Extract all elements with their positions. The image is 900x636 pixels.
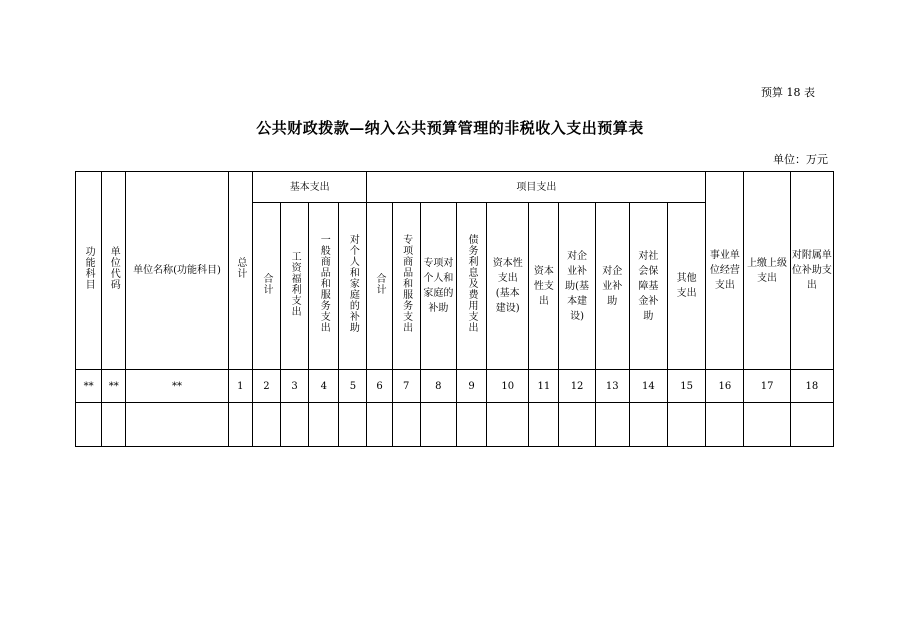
empty-cell [706,403,744,447]
number-cell: 1 [228,370,252,403]
empty-cell [309,403,339,447]
empty-cell [790,403,833,447]
empty-cell [668,403,706,447]
header-subsidy-affiliated: 对附属单位补助支出 [790,172,833,370]
empty-cell [529,403,559,447]
empty-cell [76,403,102,447]
number-cell: 12 [559,370,595,403]
header-project-social-security: 对社会保障基金补助 [629,203,667,370]
number-cell: 3 [281,370,309,403]
number-cell: 17 [744,370,790,403]
number-cell: 4 [309,370,339,403]
unit-label: 单位：万元 [773,153,828,166]
number-cell: 10 [487,370,529,403]
number-cell: ** [126,370,229,403]
number-cell: ** [102,370,126,403]
header-project-capital-construction: 资本性支出(基本建设) [487,203,529,370]
number-cell: 6 [367,370,392,403]
empty-cell [392,403,420,447]
number-cell: 11 [529,370,559,403]
empty-cell [367,403,392,447]
empty-cell [228,403,252,447]
header-project-other: 其他支出 [668,203,706,370]
number-cell: ** [76,370,102,403]
empty-cell [456,403,486,447]
empty-cell [420,403,456,447]
empty-cell [252,403,280,447]
header-basic-total: 合计 [252,203,280,370]
empty-cell [126,403,229,447]
empty-cell [629,403,667,447]
number-cell: 18 [790,370,833,403]
header-basic-individuals: 对个人和家庭的补助 [339,203,367,370]
header-basic-salary: 工资福利支出 [281,203,309,370]
number-cell: 7 [392,370,420,403]
header-project-group: 项目支出 [367,172,706,203]
header-business-ops: 事业单位经营支出 [706,172,744,370]
number-cell: 15 [668,370,706,403]
form-number: 预算 18 表 [761,86,815,99]
number-cell: 8 [420,370,456,403]
header-func-subject: 功能科目 [76,172,102,370]
header-project-individuals: 专项对个人和家庭的补助 [420,203,456,370]
empty-cell [744,403,790,447]
column-number-row [76,370,834,403]
header-unit-name: 单位名称(功能科目) [126,172,229,370]
header-project-total: 合计 [367,203,392,370]
header-project-debt: 债务利息及费用支出 [456,203,486,370]
number-cell: 9 [456,370,486,403]
empty-cell [281,403,309,447]
empty-cell [559,403,595,447]
number-cell: 2 [252,370,280,403]
header-unit-code: 单位代码 [102,172,126,370]
empty-data-row [76,403,834,447]
number-cell: 14 [629,370,667,403]
empty-cell [339,403,367,447]
budget-table [75,171,834,447]
number-cell: 16 [706,370,744,403]
header-project-enterprise-construction: 对企业补助(基本建设) [559,203,595,370]
empty-cell [595,403,629,447]
empty-cell [102,403,126,447]
header-project-goods: 专项商品和服务支出 [392,203,420,370]
header-basic-group: 基本支出 [252,172,367,203]
header-total: 总计 [228,172,252,370]
number-cell: 13 [595,370,629,403]
header-remit-upper: 上缴上级支出 [744,172,790,370]
header-project-enterprise: 对企业补助 [595,203,629,370]
page-title: 公共财政拨款—纳入公共预算管理的非税收入支出预算表 [256,119,644,137]
header-basic-goods: 一般商品和服务支出 [309,203,339,370]
empty-cell [487,403,529,447]
number-cell: 5 [339,370,367,403]
header-project-capital: 资本性支出 [529,203,559,370]
